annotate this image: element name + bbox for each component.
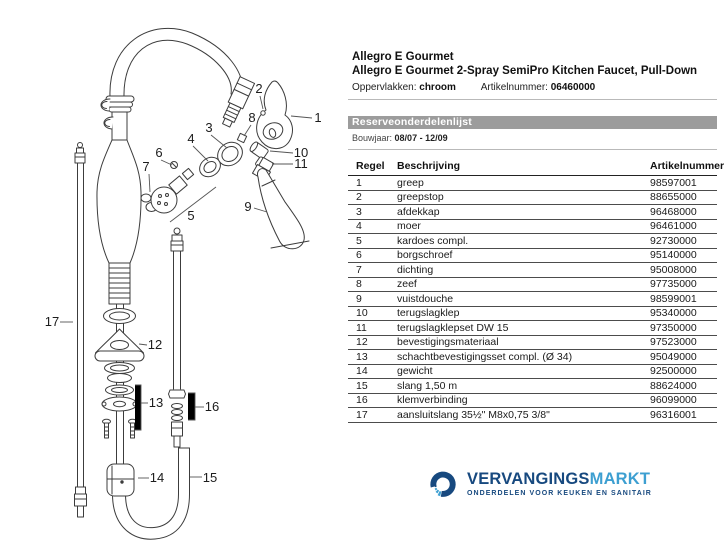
callout-4: 4 <box>187 131 195 146</box>
callout-14: 14 <box>149 470 165 485</box>
article-value: 06460000 <box>550 82 596 93</box>
regel-cell: 11 <box>348 321 397 336</box>
regel-cell: 14 <box>348 364 397 379</box>
parts-row-5 <box>348 234 717 249</box>
artikelnummer-cell: 96461000 <box>650 219 717 234</box>
leader-lines <box>60 96 312 478</box>
callout-5: 5 <box>187 208 195 223</box>
callout-16: 16 <box>204 399 220 414</box>
regel-cell: 8 <box>348 277 397 292</box>
artikelnummer-cell: 96099000 <box>650 393 717 408</box>
beschrijving-cell: kardoes compl. <box>397 234 650 249</box>
parts-row-6 <box>348 248 717 263</box>
artikelnummer-cell: 98599001 <box>650 292 717 307</box>
divider-top <box>348 99 717 100</box>
parts-row-13 <box>348 350 717 365</box>
product-title: Allegro E Gourmet <box>352 51 454 63</box>
regel-cell: 4 <box>348 219 397 234</box>
bouwjaar-line <box>352 133 448 143</box>
parts-table <box>348 156 724 423</box>
callout-12: 12 <box>147 337 163 352</box>
regel-cell: 1 <box>348 176 397 191</box>
beschrijving-cell: afdekkap <box>397 205 650 220</box>
col-beschrijving: Beschrijving <box>397 156 650 176</box>
callout-7: 7 <box>142 159 150 174</box>
callout-6: 6 <box>155 145 163 160</box>
artikelnummer-cell: 88655000 <box>650 190 717 205</box>
parts-row-8 <box>348 277 717 292</box>
callout-8: 8 <box>248 110 256 125</box>
regel-cell: 15 <box>348 379 397 394</box>
regel-cell: 9 <box>348 292 397 307</box>
artikelnummer-cell: 95140000 <box>650 248 717 263</box>
parts-row-1 <box>348 176 717 191</box>
beschrijving-cell: schachtbevestigingsset compl. (Ø 34) <box>397 350 650 365</box>
artikelnummer-cell: 95049000 <box>650 350 717 365</box>
callout-17: 17 <box>44 314 60 329</box>
artikelnummer-cell: 92730000 <box>650 234 717 249</box>
product-title-block <box>352 51 697 95</box>
beschrijving-cell: zeef <box>397 277 650 292</box>
callout-11: 11 <box>294 156 308 171</box>
artikelnummer-cell: 92500000 <box>650 364 717 379</box>
parts-row-9 <box>348 292 717 307</box>
col-regel: Regel <box>348 156 397 176</box>
vervangingsmarkt-logo <box>424 463 720 513</box>
parts-table-body <box>348 176 717 423</box>
beschrijving-cell: klemverbinding <box>397 393 650 408</box>
regel-cell: 17 <box>348 408 397 423</box>
beschrijving-cell: terugslagklep <box>397 306 650 321</box>
callout-13: 13 <box>148 395 164 410</box>
parts-row-4 <box>348 219 717 234</box>
artikelnummer-cell: 96316001 <box>650 408 717 423</box>
parts-row-17 <box>348 408 717 423</box>
beschrijving-cell: aansluitslang 35½" M8x0,75 3/8" <box>397 408 650 423</box>
supply-hose <box>75 143 87 518</box>
beschrijving-cell: gewicht <box>397 364 650 379</box>
section-header-bar: Reserveonderdelenlijst <box>348 116 717 129</box>
mounting-bolts <box>103 419 137 438</box>
regel-cell: 13 <box>348 350 397 365</box>
parts-row-10 <box>348 306 717 321</box>
artikelnummer-cell: 88624000 <box>650 379 717 394</box>
parts-row-11 <box>348 321 717 336</box>
regel-cell: 3 <box>348 205 397 220</box>
artikelnummer-cell: 97523000 <box>650 335 717 350</box>
parts-row-16 <box>348 393 717 408</box>
logo-wordmark <box>467 471 652 487</box>
hose-pipe <box>169 228 186 447</box>
regel-cell: 7 <box>348 263 397 278</box>
beschrijving-cell: terugslagklepset DW 15 <box>397 321 650 336</box>
parts-table-header-row <box>348 156 717 176</box>
artikelnummer-cell: 95340000 <box>650 306 717 321</box>
callout-15: 15 <box>202 470 218 485</box>
regel-cell: 12 <box>348 335 397 350</box>
beschrijving-cell: dichting <box>397 263 650 278</box>
callout-9: 9 <box>244 199 252 214</box>
artikelnummer-cell: 98597001 <box>650 176 717 191</box>
artikelnummer-cell: 95008000 <box>650 263 717 278</box>
divider-mid <box>348 149 717 150</box>
logo-brand-secondary: MARKT <box>589 470 651 488</box>
hose-weight <box>107 464 134 496</box>
product-spec-line <box>352 81 697 95</box>
artikelnummer-cell: 97735000 <box>650 277 717 292</box>
callout-2: 2 <box>255 81 263 96</box>
regel-cell: 6 <box>348 248 397 263</box>
product-subtitle: Allegro E Gourmet 2-Spray SemiPro Kitchen Faucet, Pull-Down <box>352 64 698 77</box>
col-artikelnummer: Artikelnummer <box>650 156 717 176</box>
artikelnummer-cell: 97350000 <box>650 321 717 336</box>
article-label: Artikelnummer: <box>480 82 548 93</box>
beschrijving-cell: borgschroef <box>397 248 650 263</box>
regel-cell: 2 <box>348 190 397 205</box>
callout-1: 1 <box>314 110 322 125</box>
bouwjaar-label: Bouwjaar: <box>352 133 393 143</box>
regel-cell: 10 <box>348 306 397 321</box>
beschrijving-cell: bevestigingsmateriaal <box>397 335 650 350</box>
artikelnummer-cell: 96468000 <box>650 205 717 220</box>
callout-3: 3 <box>205 120 213 135</box>
beschrijving-cell: moer <box>397 219 650 234</box>
surface-value: chroom <box>419 82 456 93</box>
callout-10: 10 <box>293 145 309 160</box>
beschrijving-cell: vuistdouche <box>397 292 650 307</box>
beschrijving-cell: greep <box>397 176 650 191</box>
faucet-exploded-diagram <box>0 0 346 550</box>
parts-row-3 <box>348 205 717 220</box>
regel-cell: 5 <box>348 234 397 249</box>
logo-tagline: ONDERDELEN VOOR KEUKEN EN SANITAIR <box>467 490 652 497</box>
regel-cell: 16 <box>348 393 397 408</box>
beschrijving-cell: slang 1,50 m <box>397 379 650 394</box>
parts-row-14 <box>348 364 717 379</box>
surface-label: Oppervlakken: <box>352 82 417 93</box>
bouwjaar-value: 08/07 - 12/09 <box>394 133 448 143</box>
logo-brand-primary: VERVANGINGS <box>467 470 590 488</box>
logo-swirl-icon <box>424 465 462 505</box>
parts-row-2 <box>348 190 717 205</box>
beschrijving-cell: greepstop <box>397 190 650 205</box>
parts-row-12 <box>348 335 717 350</box>
logo-text-block <box>467 471 652 497</box>
parts-row-15 <box>348 379 717 394</box>
parts-row-7 <box>348 263 717 278</box>
